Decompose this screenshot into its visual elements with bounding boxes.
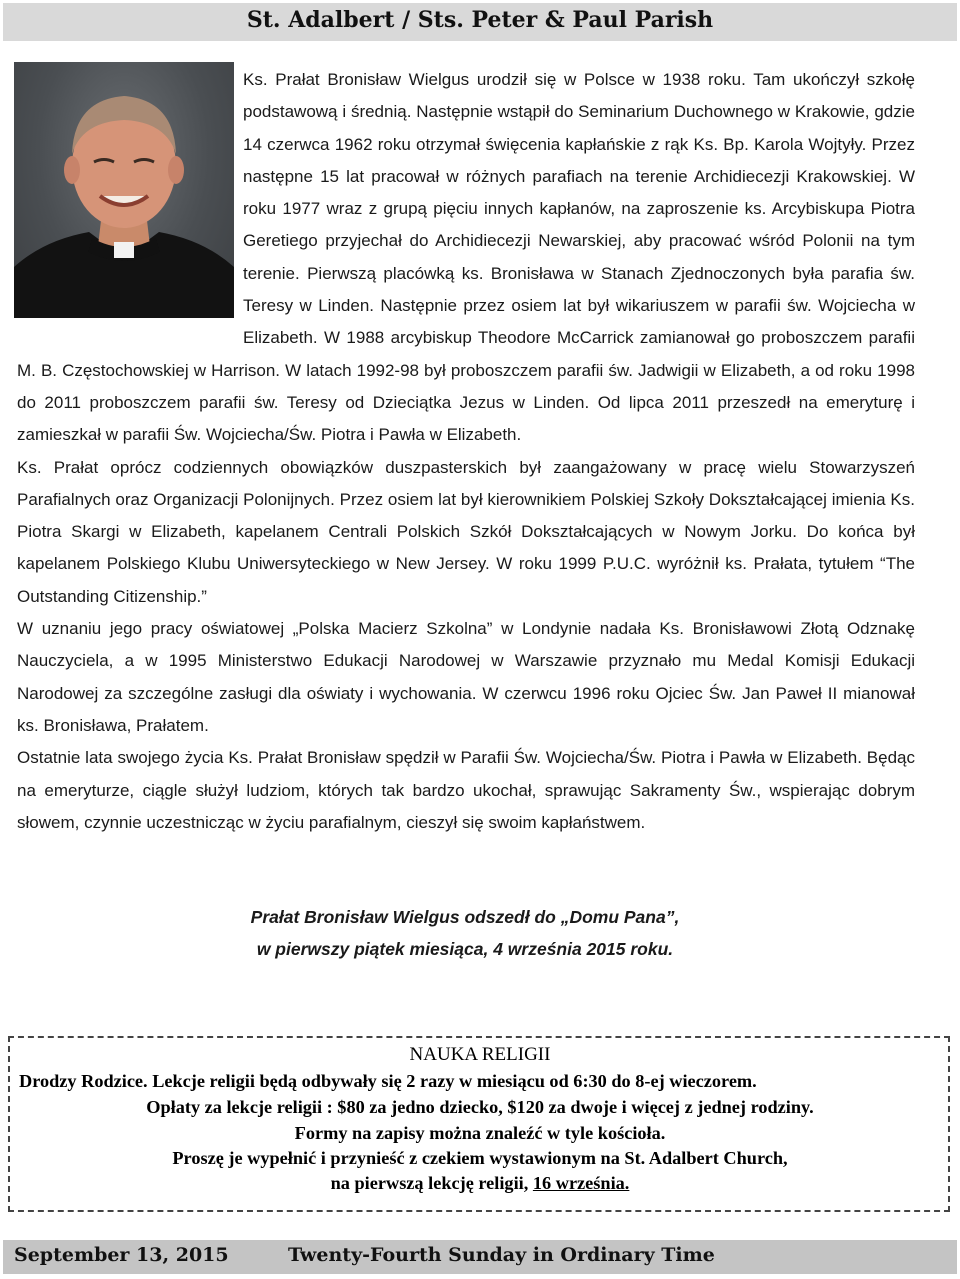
religion-start-date: 16 września. (532, 1173, 630, 1193)
article-paragraph: Ostatnie lata swojego życia Ks. Prałat Bronisław spędził w Parafii Św. Wojciecha/Św. Piotra i Pawła w Elizabeth. Będąc na emeryturze, ciągle służył ludziom, których tak bardzo ukochał, sprawując Sakramenty Św., wspierając dobrym słowem, czynnie uczestnicząc w życiu parafialnym, cieszył się swoim kapłaństwem. (17, 748, 915, 832)
article-paragraph: Ks. Prałat Bronisław Wielgus urodził się w Polsce w 1938 roku. Tam ukończył szkołę podstawową i średnią. Następnie wstąpił do Seminarium Duchownego w Krakowie, gdzie 14 czerwca 1962 roku otrzymał święcenia kapłańskie z rąk Ks. Bp. Karola Wojtyły. Przez następne 15 lat pracował w różnych parafiach na terenie Archidiecezji Krakowskiej. W roku 1977 wraz z grupą pięciu innych kapłanów, na zaproszenie ks. Arcybiskupa Piotra Geretiego przyjechał do Archidiecezji Newarskiej, aby pracować wśród Polonii na tym terenie. Pierwszą placówką ks. Bronisława w Stanach Zjednoczonych była parafia św. Teresy w Linden. Następnie przez osiem lat był wikariuszem w parafii św. Wojciecha w Elizabeth. W 1988 arcybiskup Theodore McCarrick zamianował go proboszczem parafii M. B. Częstochowskiej w Harrison. W latach 1992-98 był proboszczem parafii św. Jadwigii w Elizabeth, a od roku 1998 do 2011 proboszczem parafii św. Teresy od Dzieciątka Jezus w Linden. Od lipca 2011 przeszedł na emeryturę i zamieszkał w parafii Św. Wojciecha/Św. Piotra i Pawła w Elizabeth. (17, 70, 915, 445)
closing-line: w pierwszy piątek miesiąca, 4 września 2015 roku. (256, 939, 674, 959)
religion-notice-line: Formy na zapisy można znaleźć w tyle kościoła. (294, 1123, 666, 1143)
bulletin-date: September 13, 2015 (14, 1244, 229, 1266)
liturgical-sunday: Twenty-Fourth Sunday in Ordinary Time (288, 1244, 715, 1266)
obituary-article (17, 64, 915, 839)
photo-spacer (17, 64, 243, 354)
religion-notice-line: Drodzy Rodzice. Lekcje religii będą odbywały się 2 razy w miesiącu od 6:30 do 8-ej wieczorem. (19, 1071, 757, 1091)
religion-notice-line: Proszę je wypełnić i przynieść z czekiem wystawionym na St. Adalbert Church, (172, 1148, 788, 1168)
article-paragraph: W uznaniu jego pracy oświatowej „Polska Macierz Szkolna” w Londynie nadała Ks. Bronisławowi Złotą Odznakę Nauczyciela, a w 1995 Ministerstwo Edukacji Narodowej w Warszawie przyznało mu Medal Komisji Edukacji Narodowej za szczególne zasługi dla oświaty i wychowania. W czerwcu 1996 roku Ojciec Św. Jan Paweł II mianował ks. Bronisława, Prałatem. (17, 619, 915, 735)
closing-line: Prałat Bronisław Wielgus odszedł do „Domu Pana”, (250, 907, 680, 927)
religion-notice-line-prefix: na pierwszą lekcję religii, (330, 1173, 533, 1193)
article-paragraph: Ks. Prałat oprócz codziennych obowiązków duszpasterskich był zaangażowany w pracę wielu Stowarzyszeń Parafialnych oraz Organizacji Polonijnych. Przez osiem lat był kierownikiem Polskiej Szkoły Dokształcającej imienia Ks. Piotra Skargi w Elizabeth, kapelanem Centrali Polskich Szkół Dokształcających w Nowym Jorku. Do końca był kapelanem Polskiego Klubu Uniwersyteckiego w New Jersey. W roku 1999 P.U.C. wyróżnił ks. Prałata, tytułem “The Outstanding Citizenship.” (17, 457, 915, 606)
religion-notice-title: NAUKA RELIGII (409, 1044, 551, 1065)
religion-notice-line (10, 1173, 950, 1194)
religion-notice-line: Opłaty za lekcje religii : $80 za jedno dziecko, $120 za dwoje i więcej z jednej rodziny. (146, 1097, 814, 1117)
parish-title: St. Adalbert / Sts. Peter & Paul Parish (246, 7, 714, 33)
